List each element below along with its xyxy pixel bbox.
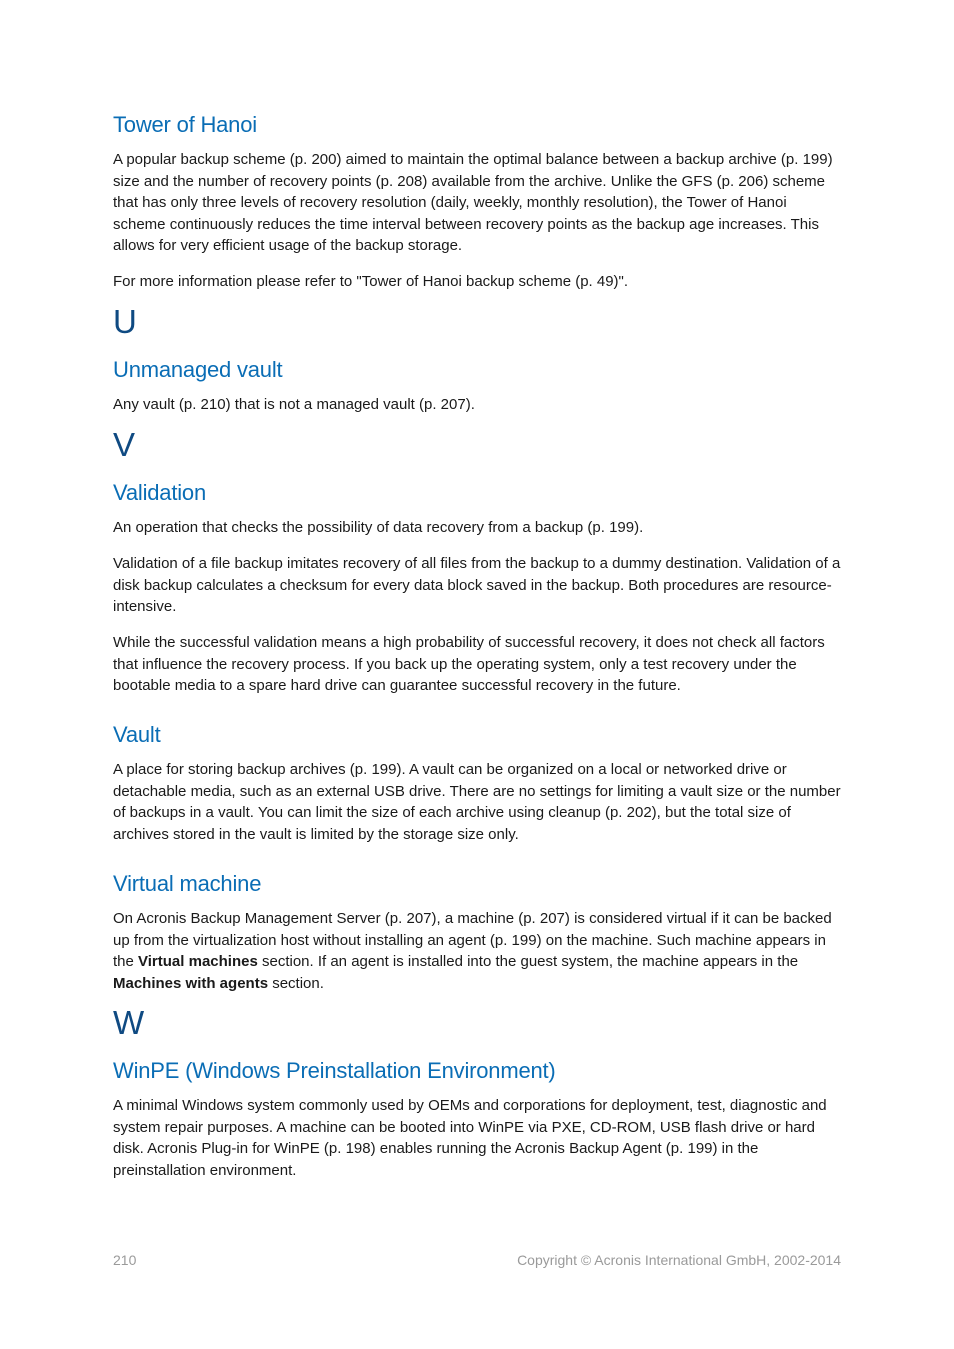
machines-with-agents-section-name: Machines with agents <box>113 974 269 992</box>
winpe-paragraph: A minimal Windows system commonly used by OEMs and corporations for deployment, test, diagnostic and system repair purposes. A machine can be booted into WinPE via PXE, CD-ROM, USB flash drive or hard disk. Acronis Plug-in for WinPE (p. 198) enables running the Acronis Backup Agent (p. 199) in the preinstallation environment. <box>113 1097 827 1179</box>
tower-of-hanoi-paragraph-1: A popular backup scheme (p. 200) aimed to maintain the optimal balance between a backup archive (p. 199) size and the number of recovery points (p. 208) available from the archive. Unlike the GFS (p. 206) scheme that has only three levels of recovery resolution (daily, weekly, monthly resolution), the Tower of Hanoi scheme continuously reduces the time interval between recovery points as the backup age increases. This allows for very efficient usage of the backup storage. <box>113 151 833 255</box>
index-letter-w: W <box>113 1004 145 1041</box>
heading-winpe: WinPE (Windows Preinstallation Environment) <box>113 1058 556 1083</box>
virtual-machine-text-3: section. <box>268 974 324 992</box>
tower-of-hanoi-paragraph-2: For more information please refer to "Tower of Hanoi backup scheme (p. 49)". <box>113 273 629 290</box>
virtual-machine-text-1: On Acronis Backup Management Server (p. 207), a machine (p. 207) is considered virtual if it can be backed up from the virtualization host without installing an agent (p. 199) on the machine. Such machine appears in the <box>113 910 832 971</box>
virtual-machine-paragraph <box>113 908 841 994</box>
virtual-machines-section-name: Virtual machines <box>138 953 258 971</box>
heading-tower-of-hanoi: Tower of Hanoi <box>113 112 257 137</box>
index-letter-v: V <box>113 426 136 463</box>
footer-copyright: Copyright © Acronis International GmbH, 2002-2014 <box>517 1252 841 1268</box>
heading-virtual-machine: Virtual machine <box>113 871 262 896</box>
footer-page-number: 210 <box>113 1252 137 1268</box>
validation-paragraph-1: An operation that checks the possibility of data recovery from a backup (p. 199). <box>113 519 644 536</box>
heading-validation: Validation <box>113 480 206 505</box>
heading-unmanaged-vault: Unmanaged vault <box>113 357 283 382</box>
validation-paragraph-2: Validation of a file backup imitates recovery of all files from the backup to a dummy destination. Validation of a disk backup calculates a checksum for every data block saved in the backup. Both procedures are resource-intensive. <box>113 555 841 616</box>
validation-paragraph-3: While the successful validation means a high probability of successful recovery, it does not check all factors that influence the recovery process. If you back up the operating system, only a test recovery under the bootable media to a spare hard drive can guarantee successful recovery in the future. <box>113 634 825 695</box>
vault-paragraph: A place for storing backup archives (p. 199). A vault can be organized on a local or networked drive or detachable media, such as an external USB drive. There are no settings for limiting a vault size or the number of backups in a vault. You can limit the size of each archive using cleanup (p. 202), but the total size of archives stored in the vault is limited by the storage size only. <box>113 761 841 843</box>
unmanaged-vault-paragraph: Any vault (p. 210) that is not a managed vault (p. 207). <box>113 396 475 413</box>
heading-vault: Vault <box>113 722 161 747</box>
virtual-machine-text-2: section. If an agent is installed into the guest system, the machine appears in the <box>257 953 799 971</box>
index-letter-u: U <box>113 303 137 340</box>
